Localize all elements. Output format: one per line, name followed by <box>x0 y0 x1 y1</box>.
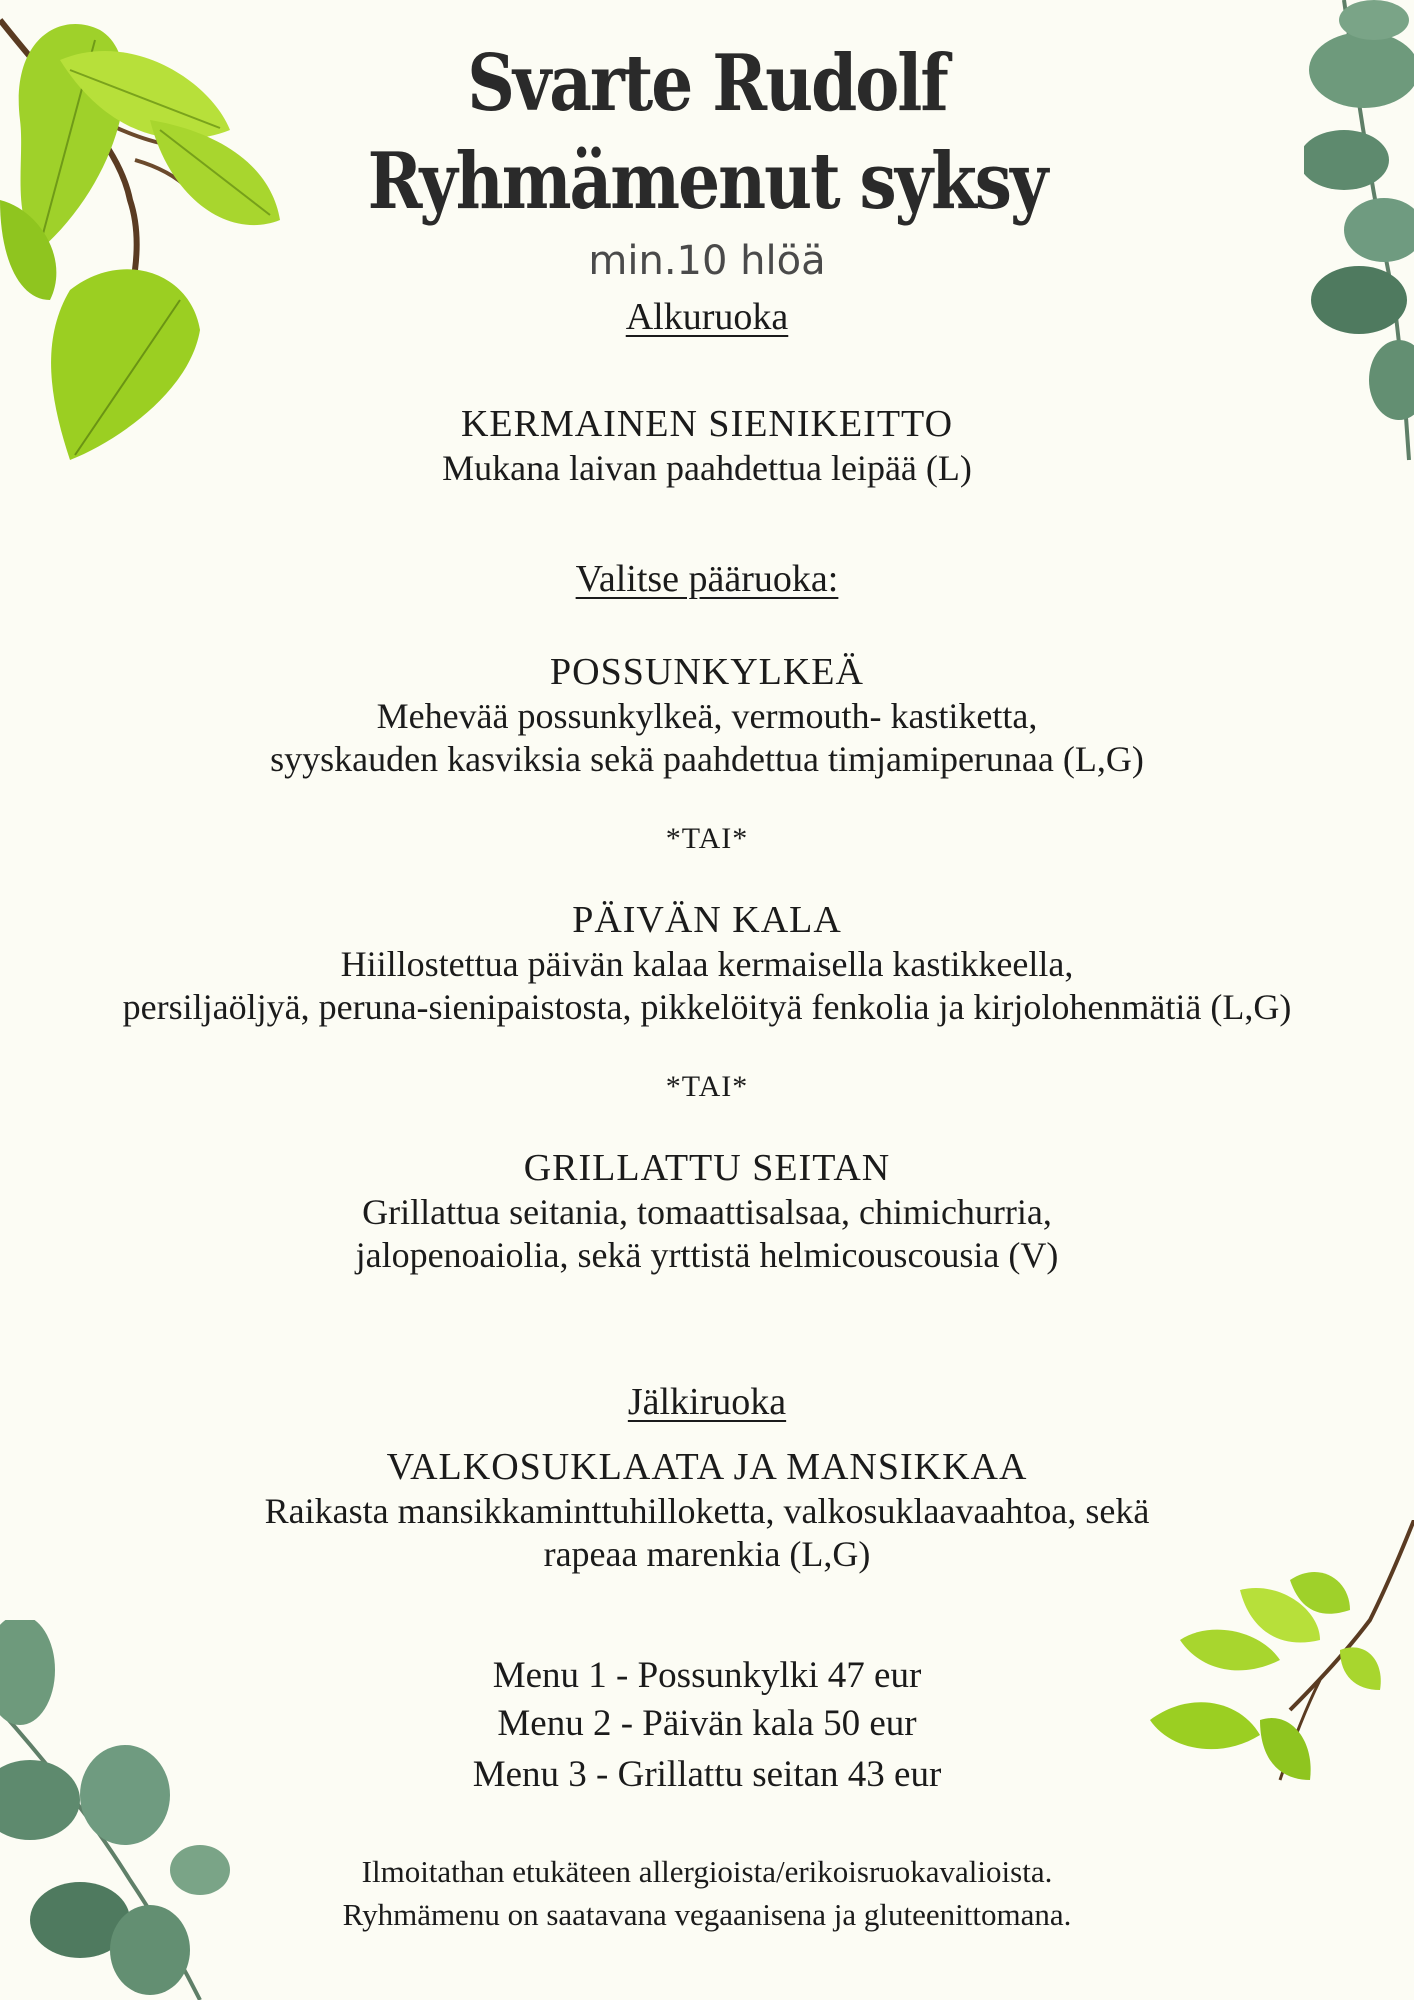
main-1-desc-line2: syyskauden kasviksia sekä paahdettua timjamiperunaa (L,G) <box>270 739 1144 779</box>
starter-heading: Alkuruoka <box>625 296 789 338</box>
main-3-name: GRILLATTU SEITAN <box>523 1147 891 1189</box>
starter-dish-name: KERMAINEN SIENIKEITTO <box>460 403 954 445</box>
restaurant-name: Svarte Rudolf <box>467 36 947 130</box>
main-1-name: POSSUNKYLKEÄ <box>550 651 864 693</box>
starter-dish-desc: Mukana laivan paahdettua leipää (L) <box>442 448 972 488</box>
dessert-desc-line1: Raikasta mansikkaminttuhilloketta, valkosuklaavaahtoa, sekä <box>264 1491 1150 1531</box>
dessert-dish-name: VALKOSUKLAATA JA MANSIKKAA <box>386 1446 1028 1488</box>
main-3-desc-line1: Grillattua seitania, tomaattisalsaa, chimichurria, <box>362 1192 1052 1232</box>
menu-title: Ryhmämenut syksy <box>367 134 1047 228</box>
main-1-desc-line1: Mehevää possunkylkeä, vermouth- kastiketta, <box>376 696 1038 736</box>
dessert-heading: Jälkiruoka <box>627 1381 787 1423</box>
main-2-name: PÄIVÄN KALA <box>572 899 842 941</box>
minimum-persons: min.10 hlöä <box>588 238 826 284</box>
or-separator: *TAI* <box>665 1070 749 1103</box>
main-2-desc-line1: Hiillostettua päivän kalaa kermaisella kastikkeella, <box>340 944 1074 984</box>
price-menu-3: Menu 3 - Grillattu seitan 43 eur <box>472 1754 942 1795</box>
dessert-desc-line2: rapeaa marenkia (L,G) <box>543 1534 871 1574</box>
vegan-note: Ryhmämenu on saatavana vegaanisena ja gluteenittomana. <box>342 1897 1072 1932</box>
or-separator: *TAI* <box>665 822 749 855</box>
main-3-desc-line2: jalopenoaiolia, sekä yrttistä helmicouscousia (V) <box>355 1235 1059 1275</box>
price-menu-2: Menu 2 - Päivän kala 50 eur <box>497 1703 917 1744</box>
mains-heading: Valitse pääruoka: <box>575 558 839 600</box>
allergy-note: Ilmoitathan etukäteen allergioista/erikoisruokavalioista. <box>361 1854 1053 1889</box>
price-menu-1: Menu 1 - Possunkylki 47 eur <box>492 1655 922 1696</box>
main-2-desc-line2: persiljaöljyä, peruna-sienipaistosta, pikkelöityä fenkolia ja kirjolohenmätiä (L,G) <box>122 987 1292 1027</box>
